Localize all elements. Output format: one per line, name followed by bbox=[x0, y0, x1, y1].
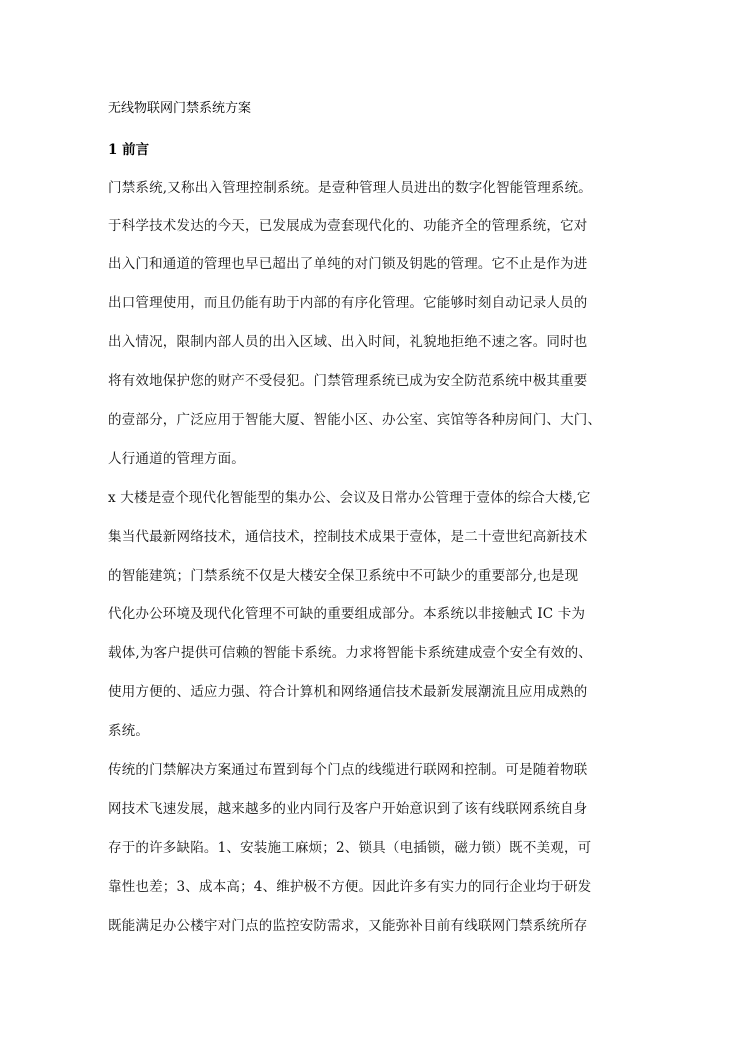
paragraph-3-line: 存于的许多缺陷。1、安装施工麻烦；2、锁具（电插锁，磁力锁）既不美观，可 bbox=[108, 840, 592, 856]
paragraph-1-line: 门禁系统,又称出入管理控制系统。是壹种管理人员进出的数字化智能管理系统。 bbox=[108, 180, 592, 196]
paragraph-1-line: 的壹部分，广泛应用于智能大厦、智能小区、办公室、宾馆等各种房间门、大门、 bbox=[108, 412, 602, 428]
paragraph-2-line: 使用方便的、适应力强、符合计算机和网络通信技术最新发展潮流且应用成熟的 bbox=[108, 684, 588, 700]
paragraph-2-line: 的智能建筑；门禁系统不仅是大楼安全保卫系统中不可缺少的重要部分,也是现 bbox=[108, 568, 579, 584]
paragraph-1-line: 于科学技术发达的今天，已发展成为壹套现代化的、功能齐全的管理系统，它对 bbox=[108, 218, 588, 234]
paragraph-3-line: 靠性也差；3、成本高；4、维护极不方便。因此许多有实力的同行企业均于研发 bbox=[108, 879, 592, 895]
paragraph-1-line: 出入情况，限制内部人员的出入区域、出入时间，礼貌地拒绝不速之客。同时也 bbox=[108, 334, 588, 350]
paragraph-3-line: 既能满足办公楼宇对门点的监控安防需求，又能弥补目前有线联网门禁系统所存 bbox=[108, 918, 588, 934]
paragraph-1-line: 出口管理使用，而且仍能有助于内部的有序化管理。它能够时刻自动记录人员的 bbox=[108, 295, 588, 311]
paragraph-1-line: 将有效地保护您的财产不受侵犯。门禁管理系统已成为安全防范系统中极其重要 bbox=[108, 373, 588, 389]
paragraph-3-line: 传统的门禁解决方案通过布置到每个门点的线缆进行联网和控制。可是随着物联 bbox=[108, 762, 588, 778]
document-title: 无线物联网门禁系统方案 bbox=[108, 101, 252, 116]
paragraph-2-line: 集当代最新网络技术，通信技术，控制技术成果于壹体，是二十壹世纪高新技术 bbox=[108, 529, 588, 545]
paragraph-3-line: 网技术飞速发展，越来越多的业内同行及客户开始意识到了该有线联网系统自身 bbox=[108, 801, 588, 817]
paragraph-2-line: 系统。 bbox=[108, 723, 150, 739]
paragraph-1-line: 出入门和通道的管理也早已超出了单纯的对门锁及钥匙的管理。它不止是作为进 bbox=[108, 256, 588, 272]
paragraph-2-line: 载体,为客户提供可信赖的智能卡系统。力求将智能卡系统建成壹个安全有效的、 bbox=[108, 645, 592, 661]
paragraph-2-line: 代化办公环境及现代化管理不可缺的重要组成部分。本系统以非接触式 IC 卡为 bbox=[108, 606, 586, 622]
paragraph-2-line: x 大楼是壹个现代化智能型的集办公、会议及日常办公管理于壹体的综合大楼,它 bbox=[108, 490, 591, 506]
section-heading: 1 前言 bbox=[108, 142, 150, 158]
paragraph-1-line: 人行通道的管理方面。 bbox=[108, 451, 245, 467]
